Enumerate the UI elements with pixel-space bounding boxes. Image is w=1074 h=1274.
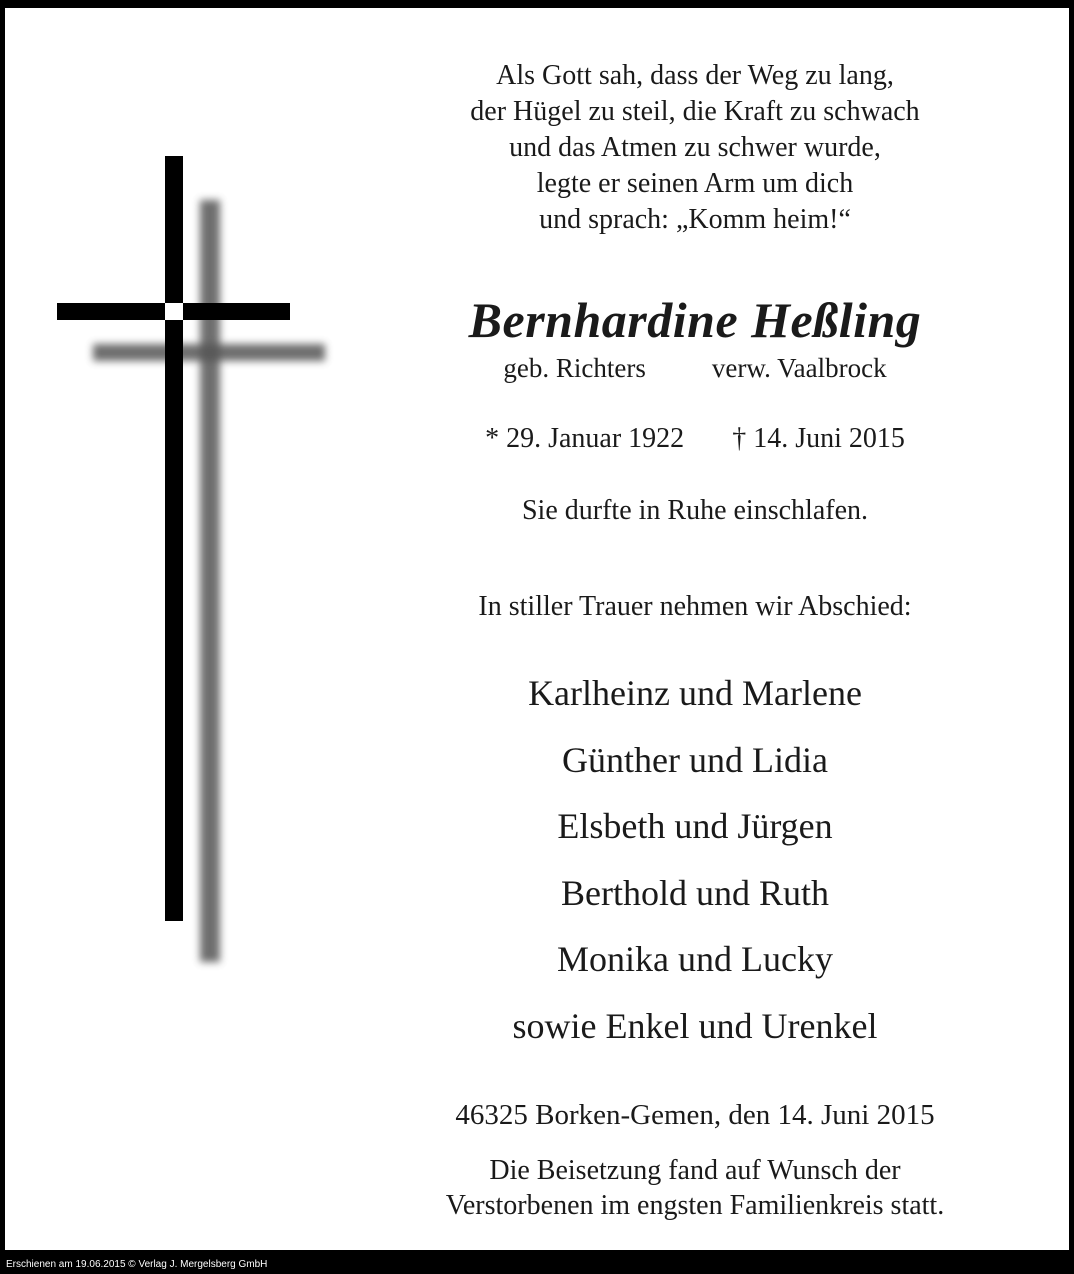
- burial-note-line: Die Beisetzung fand auf Wunsch der: [489, 1155, 901, 1186]
- life-dates: [400, 422, 990, 456]
- cross-icon: [0, 0, 400, 1000]
- born-name: geb. Richters: [503, 353, 646, 383]
- burial-note-line: Verstorbenen im engsten Familienkreis statt.: [445, 1190, 945, 1221]
- family-member: Berthold und Ruth: [561, 872, 829, 913]
- poem-line: der Hügel zu steil, die Kraft zu schwach: [470, 96, 920, 127]
- poem-line: Als Gott sah, dass der Weg zu lang,: [496, 60, 894, 91]
- family-list: [400, 660, 990, 1060]
- family-member: Karlheinz und Marlene: [528, 673, 862, 713]
- family-member: sowie Enkel und Urenkel: [512, 1005, 878, 1046]
- poem: [400, 58, 990, 238]
- cross-shadow-horizontal: [93, 344, 325, 361]
- family-member: Elsbeth und Jürgen: [557, 806, 833, 847]
- footer-credit: Erschienen am 19.06.2015 © Verlag J. Mergelsberg GmbH: [6, 1259, 268, 1270]
- cross-vertical-beam: [165, 156, 183, 921]
- rest-text: Sie durfte in Ruhe einschlafen.: [521, 495, 868, 526]
- cross-center-highlight: [165, 303, 183, 320]
- family-member: Günther und Lidia: [562, 739, 828, 780]
- name-details: [400, 352, 990, 384]
- death-date: † 14. Juni 2015: [732, 423, 905, 454]
- poem-line: legte er seinen Arm um dich: [536, 168, 854, 199]
- poem-line: und das Atmen zu schwer wurde,: [509, 132, 881, 163]
- poem-line: und sprach: „Komm heim!“: [539, 204, 851, 235]
- birth-date: * 29. Januar 1922: [485, 423, 685, 454]
- mourning-intro: In stiller Trauer nehmen wir Abschied:: [478, 591, 912, 622]
- deceased-name: Bernhardine Heßling: [468, 292, 922, 348]
- place-date: 46325 Borken-Gemen, den 14. Juni 2015: [455, 1099, 935, 1131]
- family-member: Monika und Lucky: [557, 939, 833, 980]
- burial-note: [400, 1153, 990, 1223]
- widowed-name: verw. Vaalbrock: [711, 353, 887, 383]
